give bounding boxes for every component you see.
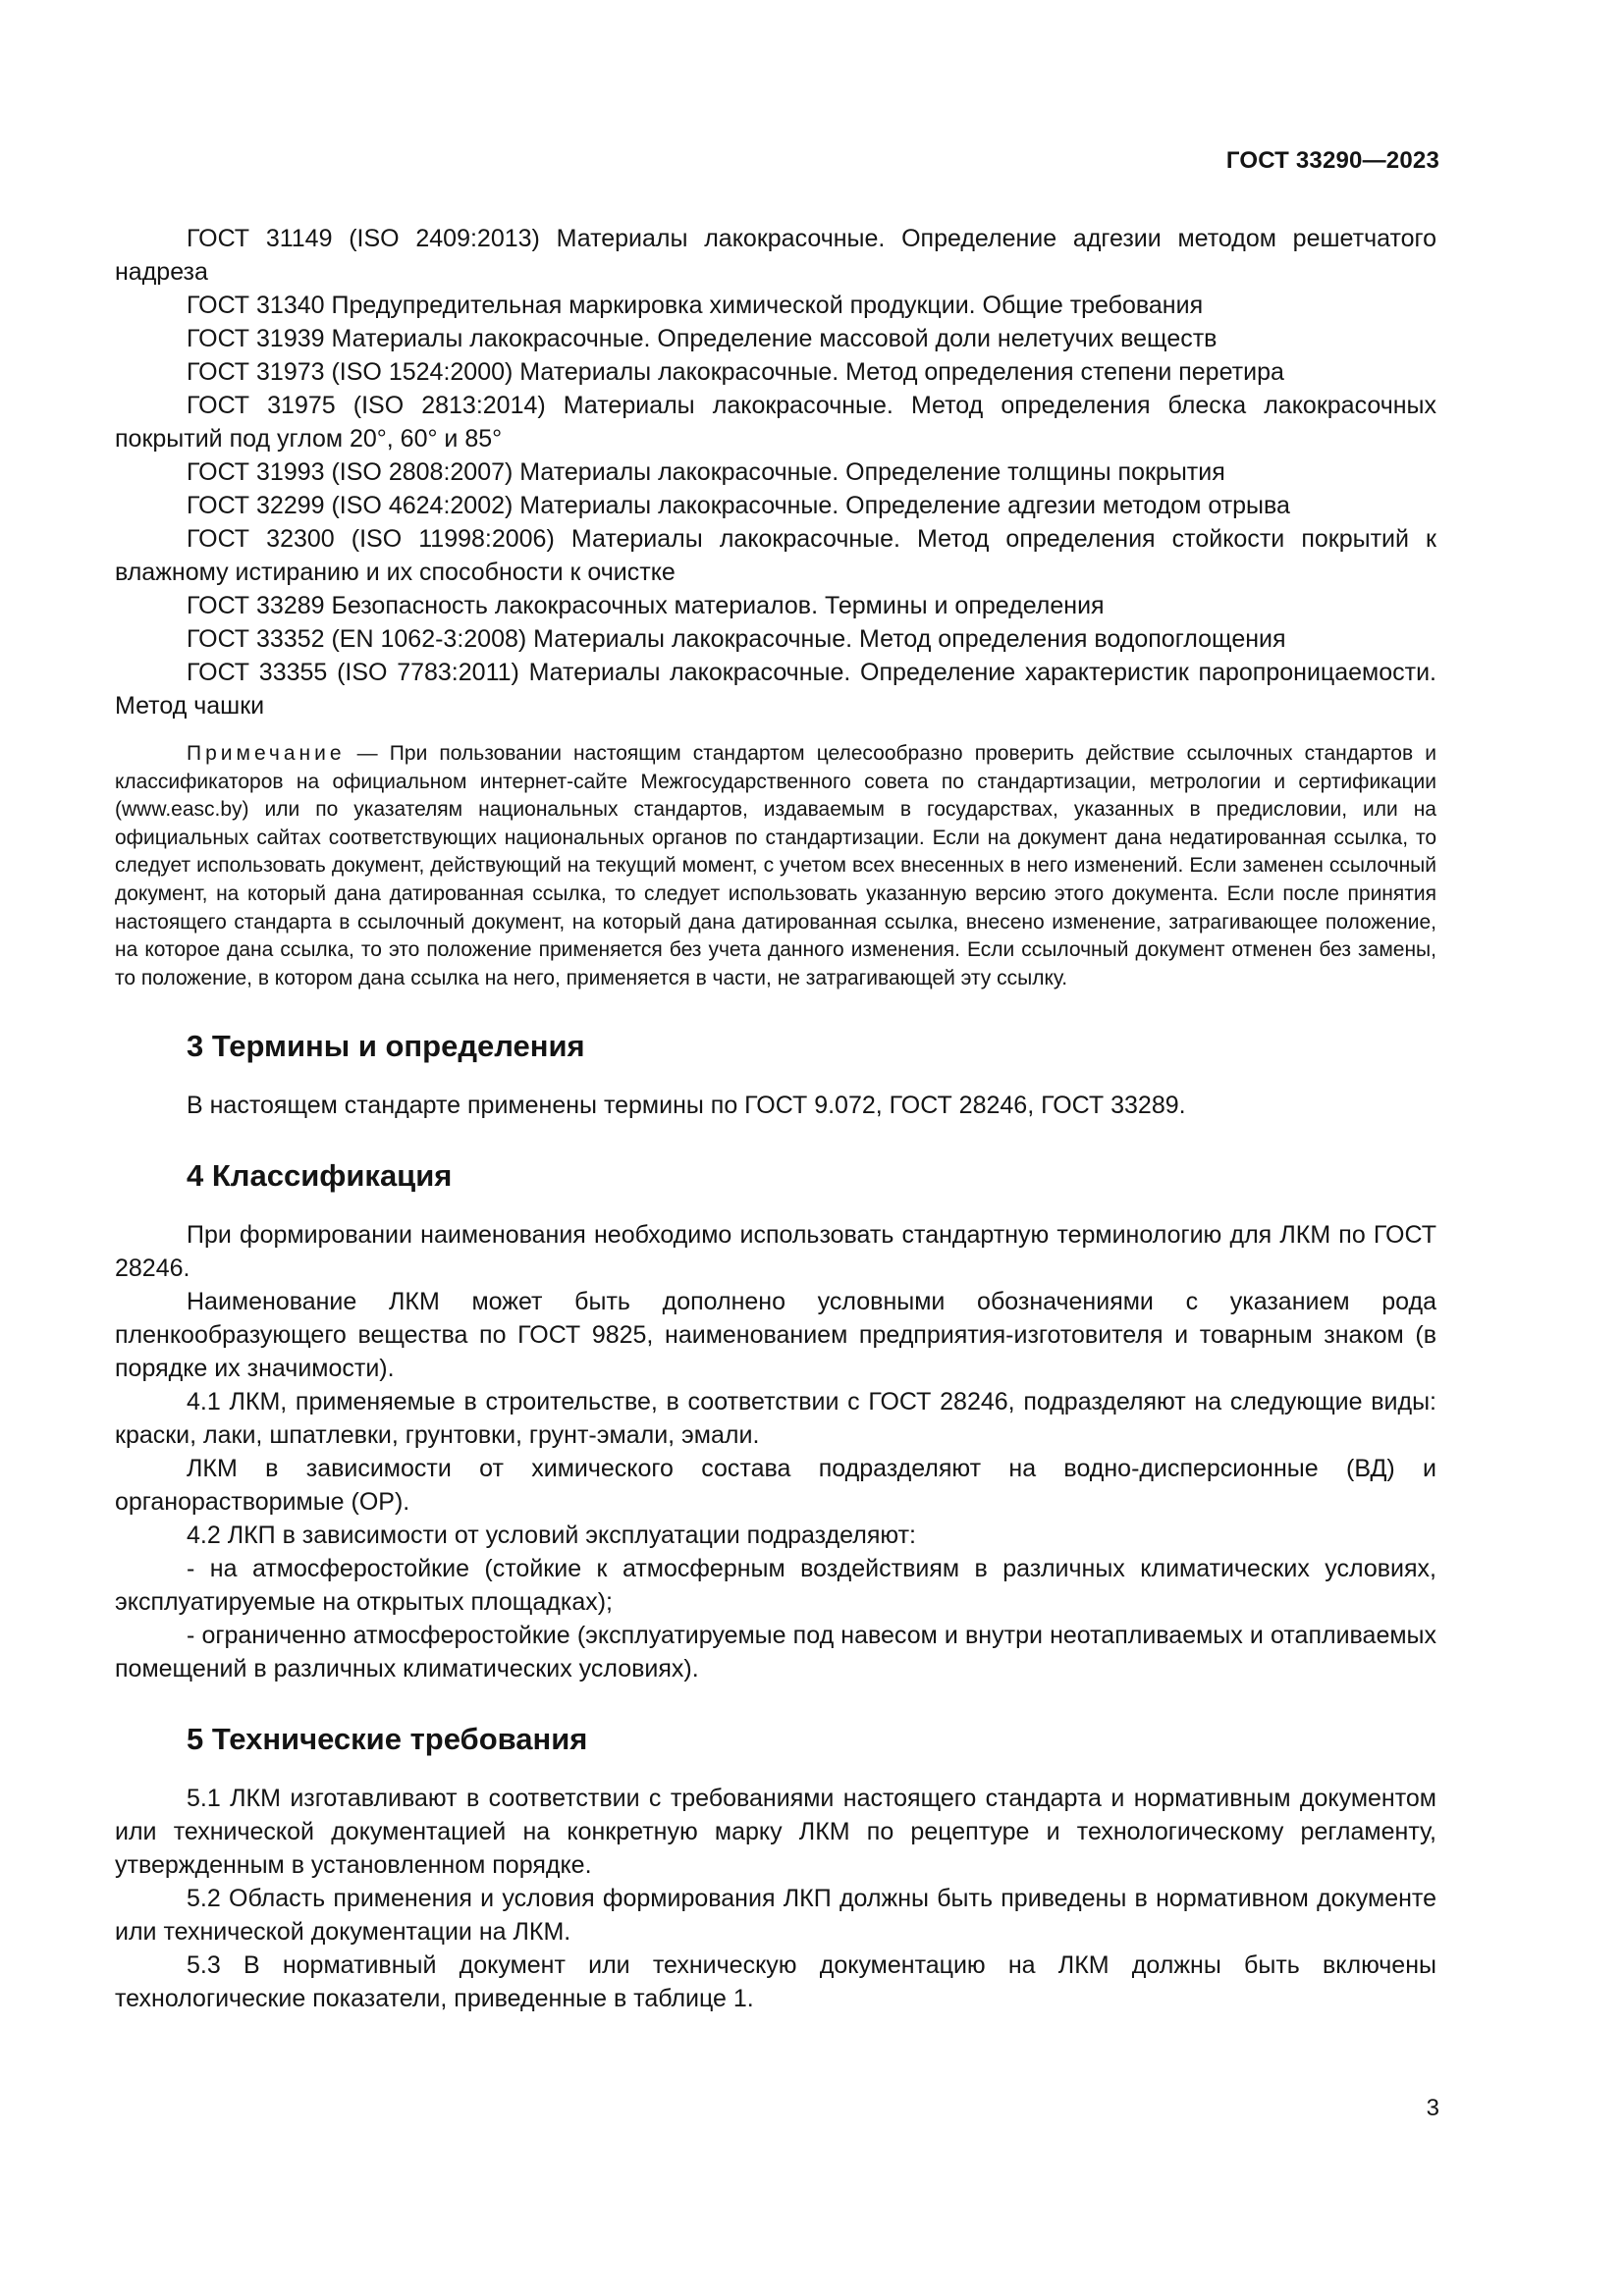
reference-item: ГОСТ 31939 Материалы лакокрасочные. Определение массовой доли нелетучих веществ [187,325,1218,352]
section-3-heading: 3 Термины и определения [187,1029,585,1064]
reference-item: ГОСТ 32300 (ISO 11998:2006) Материалы лакокрасочные. Метод определения стойкости покрытий к влажному истиранию и их способности к очистке [115,525,1436,586]
reference-item: ГОСТ 31340 Предупредительная маркировка химической продукции. Общие требования [187,292,1204,319]
normative-references-list [115,222,1436,722]
section-4-paragraph: 4.2 ЛКП в зависимости от условий эксплуатации подразделяют: [187,1522,916,1550]
page-number: 3 [1426,2095,1439,2121]
section-4-paragraph: ЛКМ в зависимости от химического состава подразделяют на водно-дисперсионные (ВД) и органорастворимые (ОР). [115,1455,1436,1517]
section-4-heading: 4 Классификация [187,1158,453,1194]
document-code-header: ГОСТ 33290—2023 [1225,147,1439,174]
reference-item: ГОСТ 33355 (ISO 7783:2011) Материалы лакокрасочные. Определение характеристик паропроницаемости. Метод чашки [115,659,1436,720]
note-label: Примечание [187,742,346,765]
section-4-paragraph: Наименование ЛКМ может быть дополнено условными обозначениями с указанием рода пленкообразующего вещества по ГОСТ 9825, наименованием предприятия-изготовителя и товарным знаком (в порядке их значимости). [115,1288,1436,1383]
reference-item: ГОСТ 31149 (ISO 2409:2013) Материалы лакокрасочные. Определение адгезии методом решетчатого надреза [115,225,1436,286]
reference-item: ГОСТ 33352 (EN 1062-3:2008) Материалы лакокрасочные. Метод определения водопоглощения [187,625,1286,653]
section-4-paragraph: 4.1 ЛКМ, применяемые в строительстве, в соответствии с ГОСТ 28246, подразделяют на следующие виды: краски, лаки, шпатлевки, грунтовки, грунт-эмали, эмали. [115,1388,1436,1450]
section-4-paragraph: - ограниченно атмосферостойкие (эксплуатируемые под навесом и внутри неотапливаемых и отапливаемых помещений в различных климатических условиях). [115,1622,1436,1683]
section-5-paragraph: 5.1 ЛКМ изготавливают в соответствии с требованиями настоящего стандарта и нормативным документом или технической документацией на конкретную марку ЛКМ по рецептуре и технологическому регламенту, утвержденным в установленном порядке. [115,1785,1436,1880]
section-5-paragraph: 5.3 В нормативный документ или техническую документацию на ЛКМ должны быть включены технологические показатели, приведенные в таблице 1. [115,1951,1436,2013]
section-4-paragraph: - на атмосферостойкие (стойкие к атмосферным воздействиям в различных климатических условиях, эксплуатируемые на открытых площадках); [115,1555,1436,1617]
reference-item: ГОСТ 31973 (ISO 1524:2000) Материалы лакокрасочные. Метод определения степени перетира [187,358,1284,386]
section-3-paragraph: В настоящем стандарте применены термины по ГОСТ 9.072, ГОСТ 28246, ГОСТ 33289. [187,1092,1186,1120]
reference-item: ГОСТ 33289 Безопасность лакокрасочных материалов. Термины и определения [187,592,1105,619]
section-5-heading: 5 Технические требования [187,1722,588,1757]
reference-item: ГОСТ 31975 (ISO 2813:2014) Материалы лакокрасочные. Метод определения блеска лакокрасочных покрытий под углом 20°, 60° и 85° [115,392,1436,453]
reference-item: ГОСТ 31993 (ISO 2808:2007) Материалы лакокрасочные. Определение толщины покрытия [187,458,1225,486]
page-body [115,222,1436,2015]
reference-item: ГОСТ 32299 (ISO 4624:2002) Материалы лакокрасочные. Определение адгезии методом отрыва [187,492,1290,519]
section-5-paragraph: 5.2 Область применения и условия формирования ЛКП должны быть приведены в нормативном документе или технической документации на ЛКМ. [115,1885,1436,1947]
note-text: — При пользовании настоящим стандартом целесообразно проверить действие ссылочных стандартов и классификаторов на официальном интернет-сайте Межгосударственного совета по стандартизации, метрологии и сертификации (www.easc.by) или по указателям национальных стандартов, издаваемым в государствах, указанных в предисловии, или на официальных сайтах соответствующих национальных органов по стандартизации. Если на документ дана недатированная ссылка, то следует использовать документ, действующий на текущий момент, с учетом всех внесенных в него изменений. Если заменен ссылочный документ, на который дана датированная ссылка, то следует использовать указанную версию этого документа. Если после принятия настоящего стандарта в ссылочный документ, на который дана датированная ссылка, внесено изменение, затрагивающее положение, на которое дана ссылка, то это положение применяется без учета данного изменения. Если ссылочный документ отменен без замены, то положение, в котором дана ссылка на него, применяется в части, не затрагивающей эту ссылку. [115,742,1436,989]
section-4-paragraph: При формировании наименования необходимо использовать стандартную терминологию для ЛКМ по ГОСТ 28246. [115,1221,1436,1283]
note-paragraph [115,740,1436,992]
